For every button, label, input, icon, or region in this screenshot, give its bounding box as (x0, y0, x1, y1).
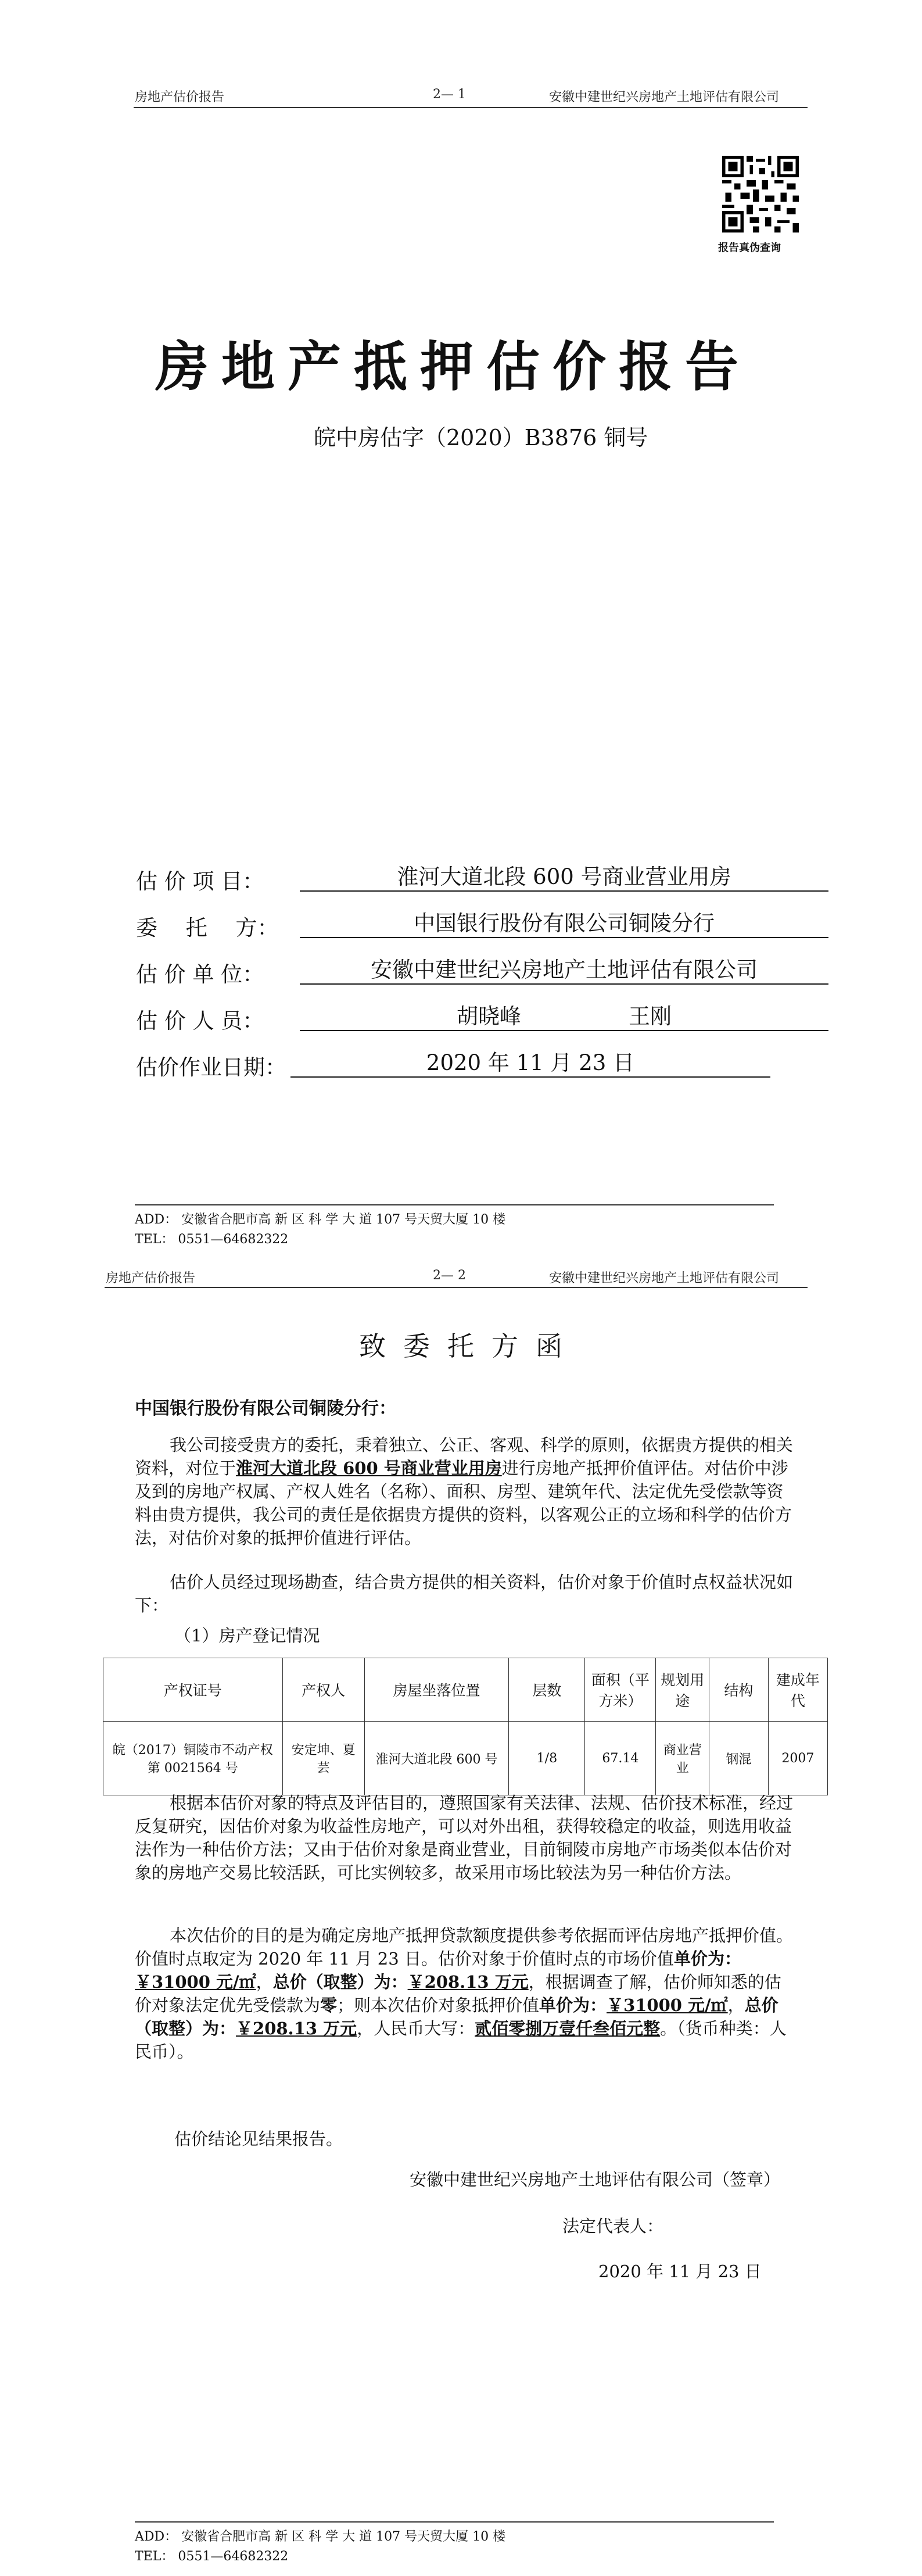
p4-sep: ， (256, 1972, 273, 1992)
paragraph-valuation (135, 1924, 797, 2063)
footer-rule (135, 1204, 774, 1205)
footer-tel: TEL： 0551—64682322 (135, 1232, 289, 1247)
p4-mortgage-total-label: 总价（取整）为： (135, 1995, 779, 2038)
value-work-date: 2020 年 11 月 23 日 (290, 1050, 770, 1078)
paragraph-conclusion: 估价结论见结果报告。 (174, 2129, 343, 2149)
paragraph-method: 根据本估价对象的特点及评估目的，遵照国家有关法律、法规、估价技术标准，经过反复研究，因估价对象为收益性房地产，可以对外出租，获得较稳定的收益，则选用收益法作为一种估价方法；又由于估价对象是商业营业，目前铜陵市房地产市场类似本估价对象的房地产交易比较活跃，可比实例较多，故采用市场比较法为另一种估价方法。 (135, 1793, 794, 1883)
table-header-row (103, 1658, 828, 1722)
value-appraisers: 胡晓峰 王刚 (300, 1003, 828, 1031)
td-location: 淮河大道北段 600 号 (364, 1722, 509, 1795)
signature-date: 2020 年 11 月 23 日 (598, 2262, 762, 2281)
paragraph-survey: 估价人员经过现场勘查，结合贵方提供的相关资料，估价对象于价值时点权益状况如下： (135, 1572, 794, 1615)
td-area: 67.14 (585, 1722, 656, 1795)
header-right: 安徽中建世纪兴房地产土地评估有限公司 (549, 90, 780, 105)
label-appraisers: 估 价 人 员： (136, 1008, 264, 1033)
header-rule (134, 107, 808, 108)
p4-text-q: 。（货币种类：人民币）。 (135, 2019, 787, 2062)
th-usage: 规划用途 (656, 1658, 709, 1722)
letter-title: 致委托方函 (359, 1330, 580, 1362)
th-area: 面积（平方米） (585, 1658, 656, 1722)
th-owner: 产权人 (282, 1658, 364, 1722)
report-title: 房地产抵押估价报告 (155, 335, 752, 398)
p4-priority-amount: 零 (320, 1995, 338, 2015)
signature-legal-rep: 法定代表人： (562, 2216, 664, 2236)
p4-text-g: ，根据调查了解，估价师知悉的估价对象法定优先受偿款为 (135, 1972, 781, 2015)
document-number: 皖中房估字（2020）B3876 铜号 (314, 425, 648, 450)
section-registration: （1）房产登记情况 (174, 1626, 320, 1645)
header-left: 房地产估价报告 (106, 1271, 196, 1286)
footer-address: ADD： 安徽省合肥市高 新 区 科 学 大 道 107 号天贸大厦 10 楼 (135, 2530, 506, 2544)
p4-unit-label: 单价为： (673, 1949, 741, 1969)
td-owner: 安定坤、夏芸 (282, 1722, 364, 1795)
header-page-number: 2— 1 (433, 87, 466, 102)
addressee: 中国银行股份有限公司铜陵分行： (135, 1398, 396, 1419)
p4-mortgage-total-price: ￥208.13 万元 (236, 2019, 357, 2038)
td-floors: 1/8 (509, 1722, 585, 1795)
th-location: 房屋坐落位置 (364, 1658, 509, 1722)
value-client: 中国银行股份有限公司铜陵分行 (300, 910, 828, 938)
td-built-year: 2007 (768, 1722, 827, 1795)
header-left: 房地产估价报告 (135, 90, 225, 105)
value-project: 淮河大道北段 600 号商业营业用房 (300, 864, 828, 892)
qr-code-icon[interactable] (722, 156, 799, 232)
p4-mortgage-unit-label: 单价为： (539, 1995, 607, 2015)
p4-text-i: ；则本次估价对象抵押价值 (337, 1995, 540, 2015)
p4-amount-in-words: 贰佰零捌万壹仟叁佰元整 (475, 2019, 661, 2038)
footer-tel: TEL： 0551—64682322 (135, 2549, 289, 2564)
value-appraiser-company: 安徽中建世纪兴房地产土地评估有限公司 (300, 957, 828, 985)
p4-text-a: 本次估价的目的是为确定房地产抵押贷款额度提供参考依据而评估房地产抵押价值。价值时点取定为 2020 年 11 月 23 日。估价对象于价值时点的市场价值 (135, 1926, 794, 1969)
th-structure: 结构 (709, 1658, 769, 1722)
p4-sep2: ， (727, 1995, 745, 2015)
p1-text-a: 我公司接受贵方的委托，秉着独立、公正、客观、科学的原则，依据贵方提供的相关资料，对位于 (135, 1435, 794, 1478)
td-structure: 钢混 (709, 1722, 769, 1795)
th-built-year: 建成年代 (768, 1658, 827, 1722)
qr-caption: 报告真伪查询 (718, 242, 781, 254)
p1-text-c: 进行房地产抵押价值评估。对估价中涉及到的房地产权属、产权人姓名（名称）、面积、房型、建筑年代、法定优先受偿款等资料由贵方提供，我公司的责任是依据贵方提供的资料，以客观公正的立场和科学的估价方法，对估价对象的抵押价值进行评估。 (135, 1458, 792, 1548)
th-certificate: 产权证号 (103, 1658, 283, 1722)
label-appraiser-company: 估 价 单 位： (136, 962, 264, 987)
header-right: 安徽中建世纪兴房地产土地评估有限公司 (549, 1271, 780, 1286)
p4-mortgage-unit-price: ￥31000 元/㎡ (607, 1995, 728, 2015)
label-project: 估 价 项 目： (136, 869, 264, 894)
footer-address: ADD： 安徽省合肥市高 新 区 科 学 大 道 107 号天贸大厦 10 楼 (135, 1212, 506, 1227)
p4-total-label: 总价（取整）为： (272, 1972, 408, 1992)
p4-total-price: ￥208.13 万元 (407, 1972, 529, 1992)
p1-property-address: 淮河大道北段 600 号商业营业用房 (236, 1458, 502, 1478)
table-row (103, 1722, 828, 1795)
footer-rule (135, 2521, 774, 2523)
td-usage: 商业营业 (656, 1722, 709, 1795)
registration-table (103, 1658, 828, 1795)
header-rule (105, 1287, 808, 1288)
td-certificate: 皖（2017）铜陵市不动产权第 0021564 号 (103, 1722, 283, 1795)
th-floors: 层数 (509, 1658, 585, 1722)
p4-unit-price: ￥31000 元/㎡ (135, 1972, 256, 1992)
signature-company: 安徽中建世纪兴房地产土地评估有限公司（签章） (410, 2170, 781, 2189)
paragraph-commission (135, 1433, 797, 1550)
label-work-date: 估价作业日期： (136, 1055, 286, 1080)
header-page-number: 2— 2 (433, 1268, 466, 1283)
p4-text-o: ，人民币大写： (357, 2019, 475, 2038)
label-client: 委 托 方： (136, 915, 279, 940)
